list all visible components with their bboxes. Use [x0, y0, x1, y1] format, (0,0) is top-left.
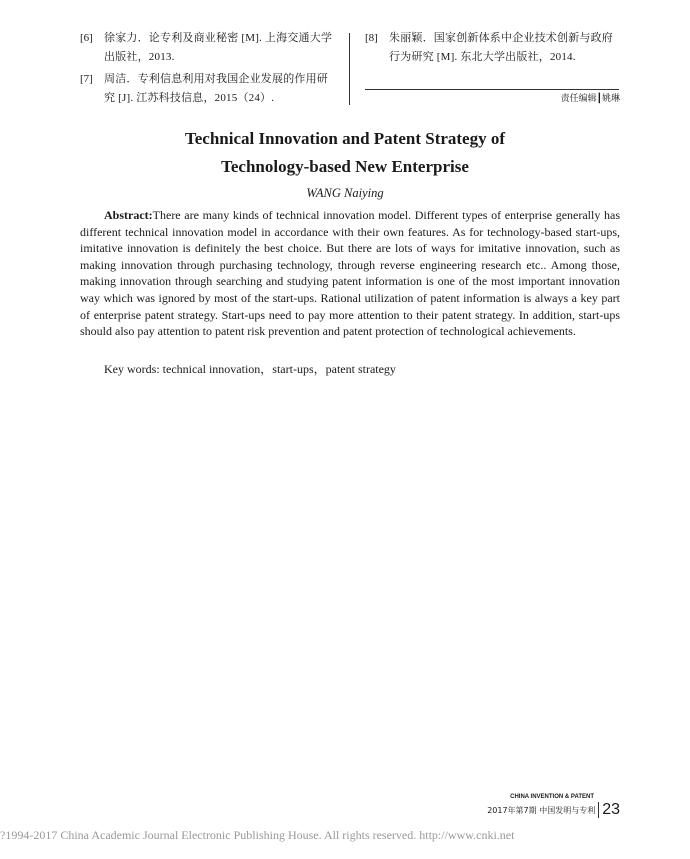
abstract	[80, 207, 620, 340]
page-footer	[487, 794, 620, 819]
reference-item	[80, 29, 336, 67]
article-author: WANG Naiying	[306, 186, 384, 200]
article-title-line2: Technology-based New Enterprise	[221, 157, 469, 176]
column-divider	[349, 33, 350, 105]
copyright-watermark: ?1994-2017 China Academic Journal Electronic Publishing House. All rights reserved. http://www.cnki.net	[0, 828, 515, 842]
journal-name-cn: 2017年第7期 中国发明与专利	[487, 805, 596, 815]
reference-item	[80, 70, 336, 108]
references-right-column	[365, 29, 623, 70]
abstract-text: There are many kinds of technical innovation model. Different types of enterprise generally has different technical innovation model in accordance with their own features. As for technology-based start-ups, imitative innovation is definitely the best choice. But there are lots of ways for imitative innovation, such as making innovation through purchasing technology, through reverse engineering research etc.. Among those, making innovation through searching and studying patent information is one of the most important innovation way which was ignored by most of the start-ups. Rational utilization of patent information is always a key part of enterprise patent strategy. Start-ups need to pay more attention to their patent strategy. In addition, start-ups should also pay attention to patent risk prevention and patent protection of technological achievements.	[80, 208, 620, 339]
reference-text: 周洁．专利信息利用对我国企业发展的作用研究 [J]. 江苏科技信息，2015（24）.	[104, 73, 328, 104]
responsible-editor: 责任编辑┃姚琳	[560, 94, 620, 104]
reference-number: [7]	[80, 73, 93, 85]
reference-number: [6]	[80, 32, 93, 44]
references-left-column	[80, 29, 336, 111]
footer-divider	[598, 802, 599, 818]
page-number: 23	[602, 801, 620, 818]
article-title-line1: Technical Innovation and Patent Strategy of	[184, 129, 506, 148]
keywords: Key words: technical innovation，start-ups，patent strategy	[104, 362, 396, 376]
reference-item	[365, 29, 623, 67]
editor-rule	[365, 89, 619, 90]
reference-number: [8]	[365, 32, 378, 44]
journal-name-en: CHINA INVENTION & PATENT	[510, 794, 594, 800]
reference-text: 朱丽颖．国家创新体系中企业技术创新与政府行为研究 [M]. 东北大学出版社，2014.	[389, 32, 613, 63]
abstract-label: Abstract:	[104, 208, 153, 222]
reference-text: 徐家力．论专利及商业秘密 [M]. 上海交通大学出版社，2013.	[104, 32, 333, 63]
